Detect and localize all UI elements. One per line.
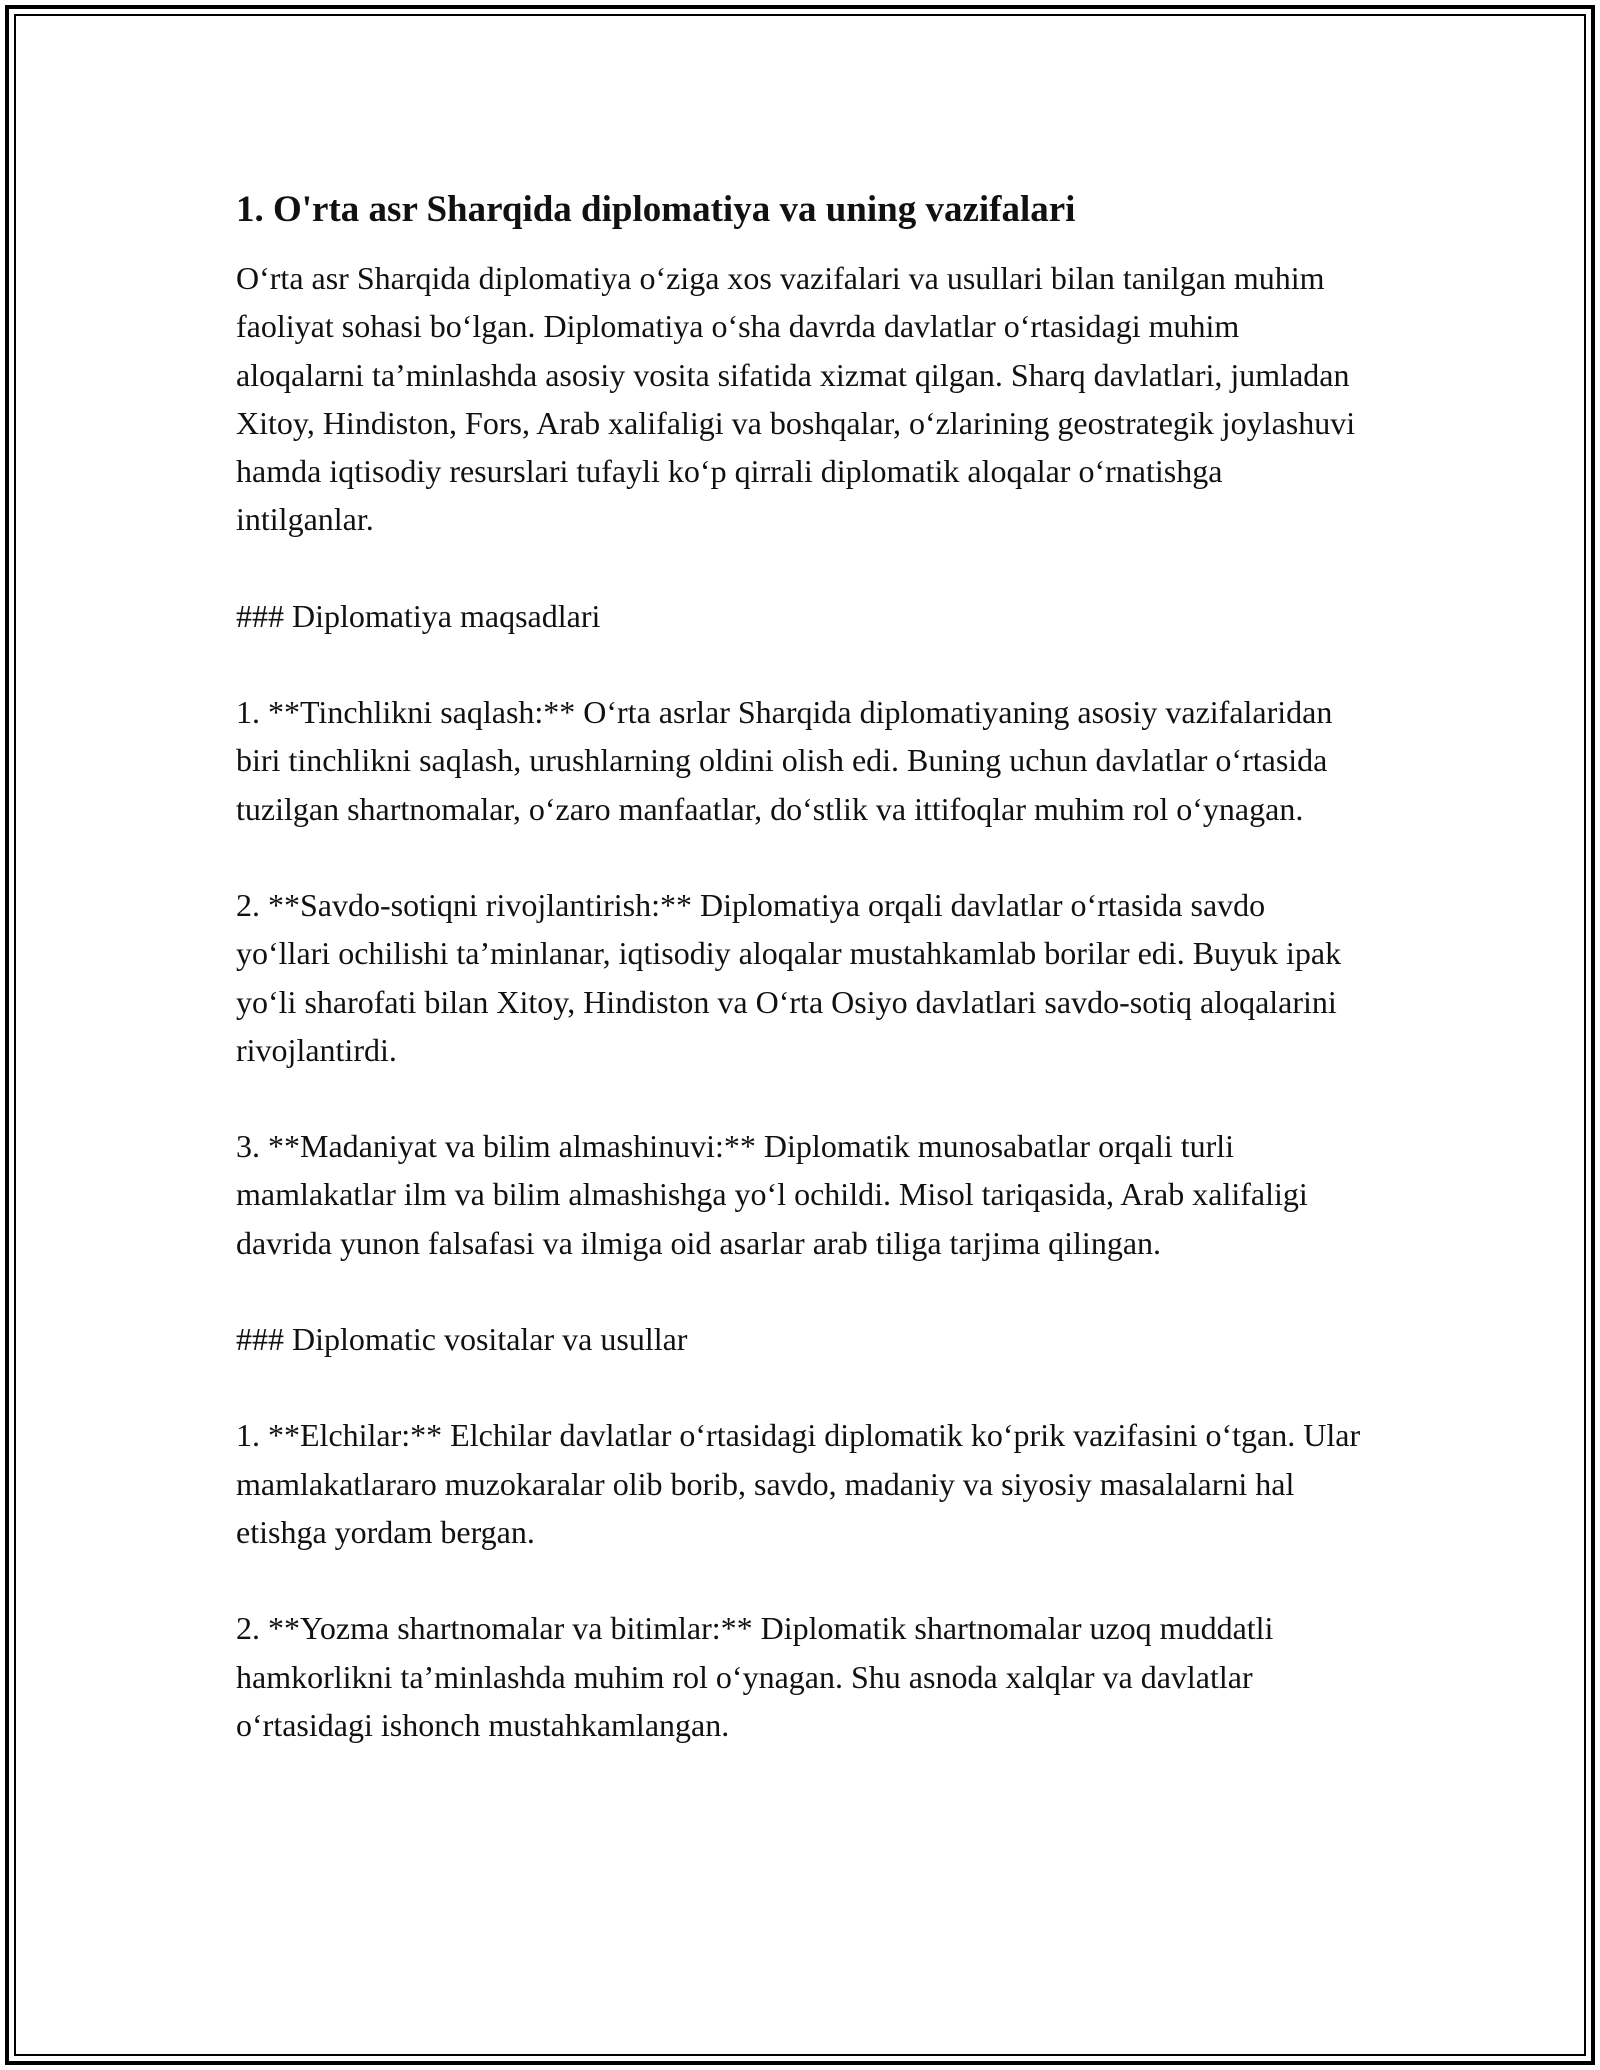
section-heading-tools: ### Diplomatic vositalar va usullar bbox=[236, 1321, 688, 1358]
goal-item-peace: 1. **Tinchlikni saqlash:** O‘rta asrlar Sharqida diplomatiyaning asosiy vazifalaridan biri tinchlikni saqlash, urushlarning oldini olish edi. Buning uchun davlatlar o‘rtasida tuzilgan shartnomalar, o‘zaro manfaatlar, do‘stlik va ittifoqlar muhim rol o‘ynagan. bbox=[236, 694, 1333, 827]
document-body bbox=[236, 186, 1366, 1749]
document-title: 1. O'rta asr Sharqida diplomatiya va uning vazifalari bbox=[236, 189, 1076, 230]
intro-paragraph: O‘rta asr Sharqida diplomatiya o‘ziga xos vazifalari va usullari bilan tanilgan muhim faoliyat sohasi bo‘lgan. Diplomatiya o‘sha davrda davlatlar o‘rtasidagi muhim aloqalarni ta’minlashda asosiy vosita sifatida xizmat qilgan. Sharq davlatlari, jumladan Xitoy, Hindiston, Fors, Arab xalifaligi va boshqalar, o‘zlarining geostrategik joylashuvi hamda iqtisodiy resurslari tufayli ko‘p qirrali diplomatik aloqalar o‘rnatishga intilganlar. bbox=[236, 260, 1356, 538]
goal-item-culture: 3. **Madaniyat va bilim almashinuvi:** Diplomatik munosabatlar orqali turli mamlakatlar ilm va bilim almashishga yo‘l ochildi. Misol tariqasida, Arab xalifaligi davrida yunon falsafasi va ilmiga oid asarlar arab tiliga tarjima qilingan. bbox=[236, 1128, 1308, 1261]
goal-item-trade: 2. **Savdo-sotiqni rivojlantirish:** Diplomatiya orqali davlatlar o‘rtasida savdo yo‘llari ochilishi ta’minlanar, iqtisodiy aloqalar mustahkamlab borilar edi. Buyuk ipak yo‘li sharofati bilan Xitoy, Hindiston va O‘rta Osiyo davlatlari savdo-sotiq aloqalarini rivojlantirdi. bbox=[236, 886, 1342, 1068]
tool-item-treaties: 2. **Yozma shartnomalar va bitimlar:** Diplomatik shartnomalar uzoq muddatli hamkorlikni ta’minlashda muhim rol o‘ynagan. Shu asnoda xalqlar va davlatlar o‘rtasidagi ishonch mustahkamlangan. bbox=[236, 1610, 1274, 1743]
section-heading-goals: ### Diplomatiya maqsadlari bbox=[236, 597, 601, 634]
tool-item-envoys: 1. **Elchilar:** Elchilar davlatlar o‘rtasidagi diplomatik ko‘prik vazifasini o‘tgan. Ular mamlakatlararo muzokaralar olib borib, savdo, madaniy va siyosiy masalalarni hal etishga yordam bergan. bbox=[236, 1417, 1361, 1550]
